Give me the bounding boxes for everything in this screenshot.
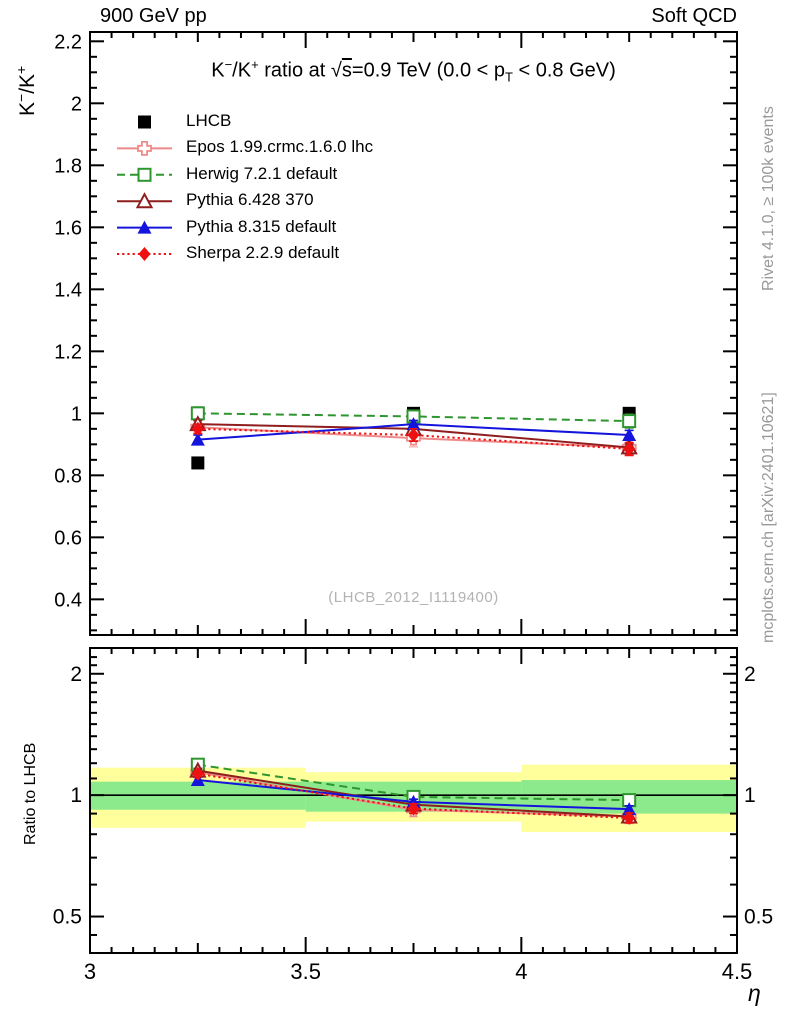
legend-label-pythia6: Pythia 6.428 370 bbox=[186, 190, 314, 209]
legend-label-lhcb: LHCB bbox=[186, 111, 232, 130]
svg-text:1.8: 1.8 bbox=[54, 155, 82, 178]
ylabel-text: K bbox=[16, 101, 39, 116]
svg-text:2: 2 bbox=[70, 662, 82, 686]
title-sqrt-s: s bbox=[341, 59, 352, 82]
svg-text:1.6: 1.6 bbox=[54, 217, 82, 240]
title-text: < 0.8 GeV) bbox=[512, 59, 616, 82]
svg-text:1: 1 bbox=[70, 403, 82, 426]
title-text: =0.9 TeV (0.0 < p bbox=[351, 59, 505, 82]
svg-text:0.6: 0.6 bbox=[54, 527, 82, 550]
analysis-watermark: (LHCB_2012_I1119400) bbox=[328, 589, 499, 606]
svg-text:0.8: 0.8 bbox=[54, 465, 82, 488]
rivet-version-note: Rivet 4.1.0, ≥ 100k events bbox=[760, 106, 777, 291]
svg-text:1: 1 bbox=[744, 784, 756, 808]
sqrt-sign: √ bbox=[330, 59, 342, 82]
title-subscript: T bbox=[504, 69, 513, 85]
y-axis-label-main bbox=[13, 66, 40, 116]
svg-text:4: 4 bbox=[515, 959, 528, 984]
ylabel-superscript: − bbox=[13, 93, 29, 102]
svg-text:0.4: 0.4 bbox=[54, 589, 82, 612]
header-process-group: Soft QCD bbox=[651, 5, 737, 27]
svg-text:1.2: 1.2 bbox=[54, 341, 82, 364]
title-text: ratio at bbox=[258, 59, 331, 82]
plot-title bbox=[90, 57, 737, 85]
svg-text:0.5: 0.5 bbox=[744, 905, 774, 929]
ylabel-text: /K bbox=[16, 73, 39, 94]
svg-text:3.5: 3.5 bbox=[290, 959, 321, 984]
y-axis-label-ratio: Ratio to LHCB bbox=[22, 742, 39, 845]
title-text: K bbox=[211, 59, 225, 82]
legend-swatches bbox=[117, 116, 172, 262]
legend-label-epos: Epos 1.99.crmc.1.6.0 lhc bbox=[186, 137, 374, 156]
title-superscript: − bbox=[224, 57, 233, 72]
legend-label-pythia8: Pythia 8.315 default bbox=[186, 217, 337, 236]
title-superscript: + bbox=[251, 57, 259, 72]
svg-text:2.2: 2.2 bbox=[54, 31, 82, 54]
svg-text:1: 1 bbox=[70, 784, 82, 808]
svg-text:2: 2 bbox=[744, 662, 756, 686]
svg-text:4.5: 4.5 bbox=[721, 959, 753, 984]
legend-label-sherpa: Sherpa 2.2.9 default bbox=[186, 243, 340, 262]
ylabel-superscript: + bbox=[13, 65, 29, 74]
svg-text:1.4: 1.4 bbox=[54, 279, 82, 302]
mcplots-arxiv-note: mcplots.cern.ch [arXiv:2401.10621] bbox=[760, 392, 777, 643]
header-beam-energy: 900 GeV pp bbox=[100, 5, 207, 27]
svg-text:0.5: 0.5 bbox=[52, 905, 82, 929]
svg-text:3: 3 bbox=[83, 959, 97, 984]
svg-text:2: 2 bbox=[70, 93, 82, 116]
x-axis-label-eta: η bbox=[748, 980, 761, 1006]
title-text: /K bbox=[232, 59, 252, 82]
legend-label-herwig: Herwig 7.2.1 default bbox=[186, 164, 338, 183]
